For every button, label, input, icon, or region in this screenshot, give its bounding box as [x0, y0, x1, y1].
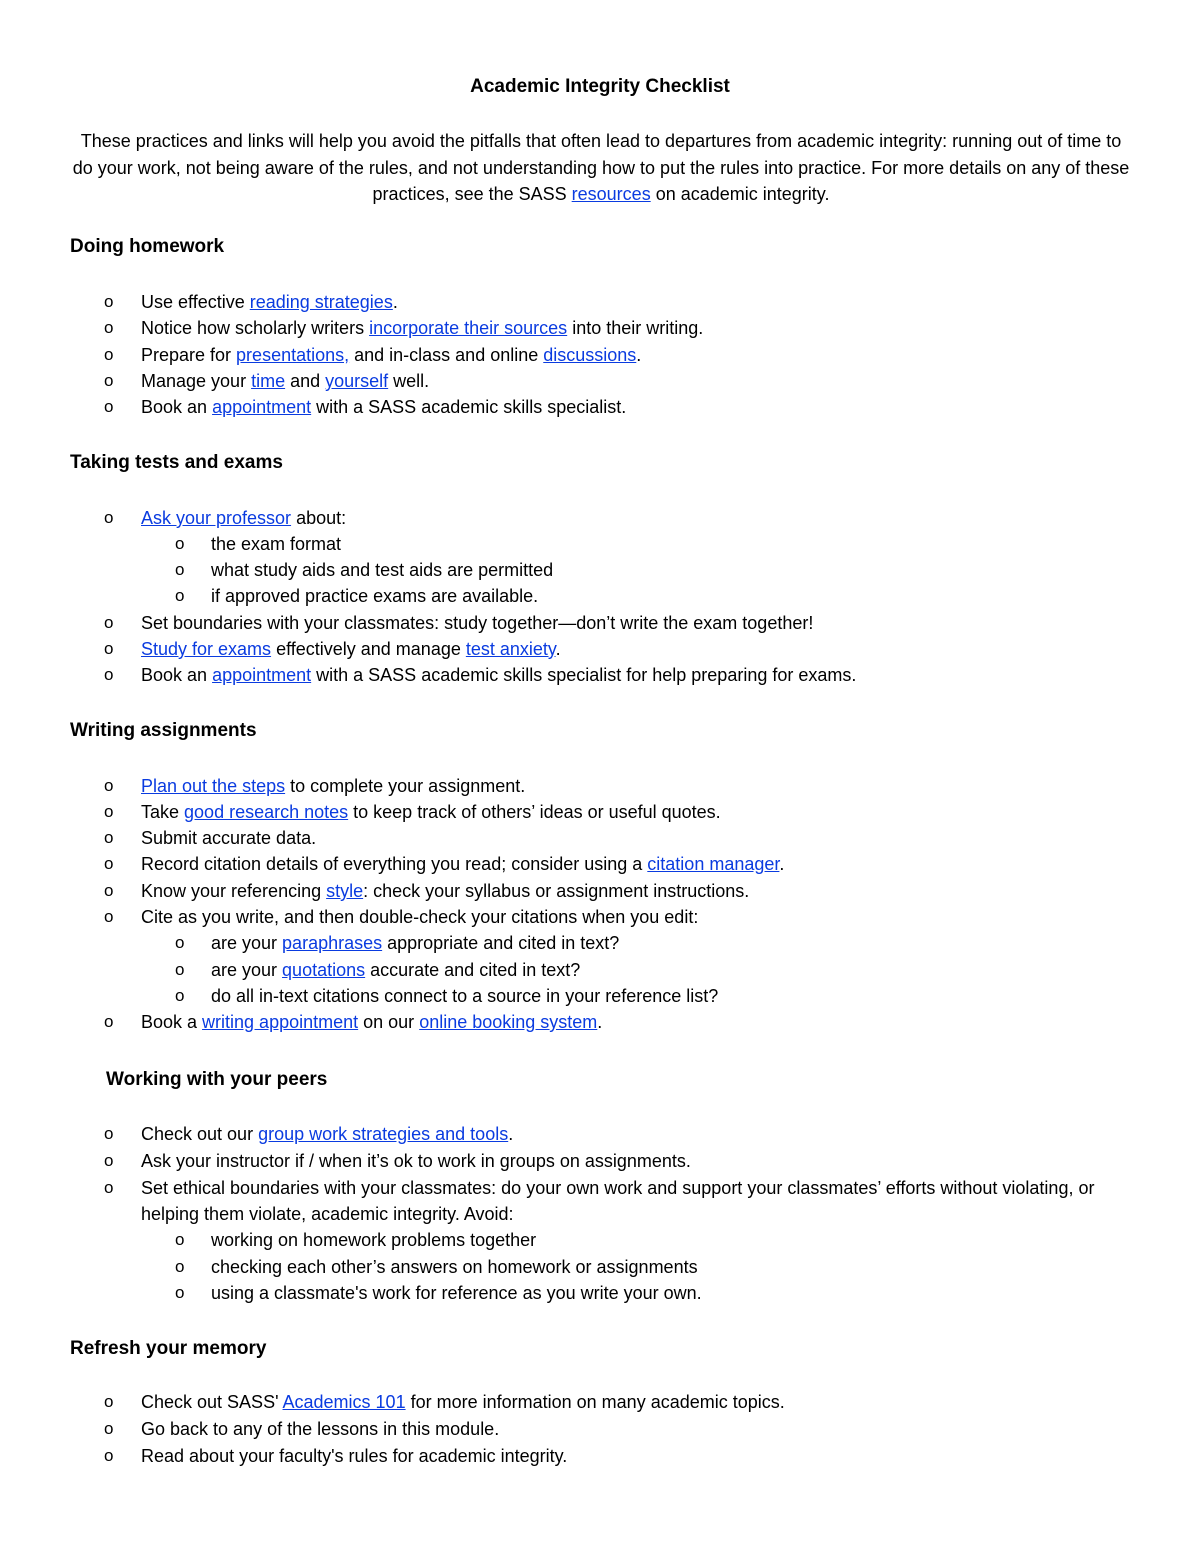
list-item-text: [141, 1148, 1121, 1174]
link-appointment[interactable]: appointment: [212, 397, 312, 417]
text-segment: Book an: [141, 665, 213, 685]
bullet-icon: o: [104, 1178, 114, 1197]
link-test-anxiety[interactable]: test anxiety: [465, 639, 556, 659]
text-segment: Cite as you write, and then double-check your citations when you edit:: [141, 907, 699, 927]
link-resources[interactable]: resources: [571, 184, 651, 204]
bullet-icon: o: [175, 586, 185, 605]
intro-paragraph: [72, 128, 1130, 208]
list-item-text: [141, 851, 1121, 877]
bullet-icon: o: [104, 881, 114, 900]
list-item-text: [141, 289, 1121, 315]
list-item-text: [211, 531, 1111, 557]
bullet-icon: o: [104, 613, 114, 632]
text-segment: if approved practice exams are available.: [211, 586, 539, 606]
text-segment: Set ethical boundaries with your classmates: do your own work and support your classmates’ efforts without violating, or helping them violate, academic integrity. Avoid:: [141, 1178, 1095, 1224]
list-item-text: [141, 315, 1121, 341]
bullet-icon: o: [104, 1446, 114, 1465]
bullet-icon: o: [175, 1283, 185, 1302]
text-segment: and in-class and online: [349, 345, 544, 365]
section-heading: Writing assignments: [70, 720, 257, 741]
bullet-icon: o: [175, 960, 185, 979]
link-online-booking-system[interactable]: online booking system: [419, 1012, 598, 1032]
list-item-text: [141, 904, 1121, 930]
link-quotations[interactable]: quotations: [282, 960, 366, 980]
bullet-icon: o: [104, 828, 114, 847]
text-segment: Take: [141, 802, 185, 822]
bullet-icon: o: [175, 986, 185, 1005]
bullet-icon: o: [175, 1257, 185, 1276]
list-item-text: [211, 930, 1111, 956]
text-segment: .: [555, 639, 561, 659]
text-segment: do all in-text citations connect to a source in your reference list?: [211, 986, 719, 1006]
text-segment: Check out SASS': [141, 1392, 283, 1412]
bullet-icon: o: [175, 534, 185, 553]
bullet-icon: o: [104, 907, 114, 926]
link-study-for-exams[interactable]: Study for exams: [141, 639, 272, 659]
bullet-icon: o: [104, 345, 114, 364]
text-segment: using a classmate's work for reference as you write your own.: [211, 1283, 702, 1303]
bullet-icon: o: [104, 508, 114, 527]
bullet-icon: o: [104, 1419, 114, 1438]
text-segment: .: [779, 854, 785, 874]
link-ask-your-professor[interactable]: Ask your professor: [141, 508, 292, 528]
list-item-text: [141, 394, 1121, 420]
text-segment: checking each other’s answers on homework or assignments: [211, 1257, 698, 1277]
link-appointment[interactable]: appointment: [212, 665, 312, 685]
list-item-text: [141, 1009, 1121, 1035]
bullet-icon: o: [104, 639, 114, 658]
text-segment: Submit accurate data.: [141, 828, 317, 848]
list-item-text: [211, 1280, 1111, 1306]
bullet-icon: o: [104, 1012, 114, 1031]
list-item-text: [141, 1443, 1121, 1469]
link-writing-appointment[interactable]: writing appointment: [202, 1012, 359, 1032]
text-segment: Know your referencing: [141, 881, 327, 901]
section-heading: Refresh your memory: [70, 1338, 267, 1359]
text-segment: Book a: [141, 1012, 203, 1032]
text-segment: effectively and manage: [271, 639, 466, 659]
list-item-text: [211, 1254, 1111, 1280]
list-item-text: [141, 825, 1121, 851]
link-good-research-notes[interactable]: good research notes: [184, 802, 349, 822]
list-item-text: [211, 1227, 1111, 1253]
text-segment: Read about your faculty's rules for academic integrity.: [141, 1446, 568, 1466]
text-segment: Go back to any of the lessons in this module.: [141, 1419, 500, 1439]
link-time[interactable]: time: [251, 371, 286, 391]
bullet-icon: o: [104, 292, 114, 311]
text-segment: about:: [291, 508, 347, 528]
list-item-text: [141, 342, 1121, 368]
text-segment: Check out our: [141, 1124, 259, 1144]
text-segment: the exam format: [211, 534, 342, 554]
bullet-icon: o: [104, 802, 114, 821]
bullet-icon: o: [175, 933, 185, 952]
link-reading-strategies[interactable]: reading strategies: [249, 292, 393, 312]
text-segment: Record citation details of everything you read; consider using a: [141, 854, 648, 874]
text-segment: working on homework problems together: [211, 1230, 537, 1250]
link-group-work-strategies-and-tools[interactable]: group work strategies and tools: [258, 1124, 509, 1144]
bullet-icon: o: [104, 371, 114, 390]
list-item-text: [141, 610, 1121, 636]
text-segment: Prepare for: [141, 345, 237, 365]
text-segment: are your: [211, 933, 283, 953]
list-item-text: [211, 583, 1111, 609]
text-segment: with a SASS academic skills specialist for help preparing for exams.: [311, 665, 857, 685]
text-segment: into their writing.: [567, 318, 704, 338]
link-style[interactable]: style: [326, 881, 364, 901]
text-segment: well.: [388, 371, 430, 391]
list-item-text: [141, 636, 1121, 662]
text-segment: .: [597, 1012, 603, 1032]
bullet-icon: o: [175, 560, 185, 579]
section-heading: Taking tests and exams: [70, 452, 283, 473]
list-item-text: [211, 557, 1111, 583]
text-segment: .: [508, 1124, 514, 1144]
section-heading: Doing homework: [70, 236, 225, 257]
page-title: Academic Integrity Checklist: [470, 76, 730, 97]
list-item-text: [141, 773, 1121, 799]
list-item-text: [211, 957, 1111, 983]
bullet-icon: o: [104, 397, 114, 416]
text-segment: Ask your instructor if / when it’s ok to work in groups on assignments.: [141, 1151, 691, 1171]
text-segment: appropriate and cited in text?: [382, 933, 620, 953]
text-segment: on our: [358, 1012, 420, 1032]
text-segment: for more information on many academic topics.: [405, 1392, 785, 1412]
text-segment: and: [285, 371, 326, 391]
link-discussions[interactable]: discussions: [543, 345, 637, 365]
link-citation-manager[interactable]: citation manager: [647, 854, 780, 874]
list-item-text: [211, 983, 1111, 1009]
list-item-text: [141, 878, 1121, 904]
link-plan-out-the-steps[interactable]: Plan out the steps: [141, 776, 286, 796]
link-incorporate-their-sources[interactable]: incorporate their sources: [369, 318, 568, 338]
bullet-icon: o: [104, 854, 114, 873]
link-paraphrases[interactable]: paraphrases: [282, 933, 383, 953]
bullet-icon: o: [104, 776, 114, 795]
text-segment: accurate and cited in text?: [365, 960, 581, 980]
list-item-text: [141, 1175, 1121, 1227]
list-item-text: [141, 1121, 1121, 1147]
bullet-icon: o: [175, 1230, 185, 1249]
text-segment: : check your syllabus or assignment instructions.: [363, 881, 750, 901]
text-segment: what study aids and test aids are permitted: [211, 560, 554, 580]
text-segment: Set boundaries with your classmates: study together—don’t write the exam together!: [141, 613, 814, 633]
text-segment: Book an: [141, 397, 213, 417]
list-item-text: [141, 662, 1121, 688]
text-segment: are your: [211, 960, 283, 980]
list-item-text: [141, 799, 1121, 825]
text-segment: to complete your assignment.: [285, 776, 526, 796]
bullet-icon: o: [104, 1392, 114, 1411]
bullet-icon: o: [104, 318, 114, 337]
text-segment: on academic integrity.: [650, 184, 830, 204]
link-presentations[interactable]: presentations,: [236, 345, 350, 365]
list-item-text: [141, 505, 1121, 531]
list-item-text: [141, 1389, 1121, 1415]
section-heading: Working with your peers: [106, 1069, 328, 1090]
list-item-text: [141, 368, 1121, 394]
link-academics-101[interactable]: Academics 101: [282, 1392, 406, 1412]
text-segment: to keep track of others’ ideas or useful quotes.: [348, 802, 721, 822]
bullet-icon: o: [104, 1124, 114, 1143]
text-segment: .: [636, 345, 642, 365]
list-item-text: [141, 1416, 1121, 1442]
bullet-icon: o: [104, 1151, 114, 1170]
link-yourself[interactable]: yourself: [325, 371, 389, 391]
text-segment: .: [392, 292, 398, 312]
bullet-icon: o: [104, 665, 114, 684]
text-segment: Manage your: [141, 371, 252, 391]
text-segment: These practices and links will help you avoid the pitfalls that often lead to departures from academic integrity: running out of time to do your work, not being aware of the rules, and not understanding how to put the rules into practice. For more details on any of these practices, see the SASS: [72, 131, 1130, 204]
text-segment: Notice how scholarly writers: [141, 318, 370, 338]
text-segment: Use effective: [141, 292, 250, 312]
text-segment: with a SASS academic skills specialist.: [311, 397, 627, 417]
